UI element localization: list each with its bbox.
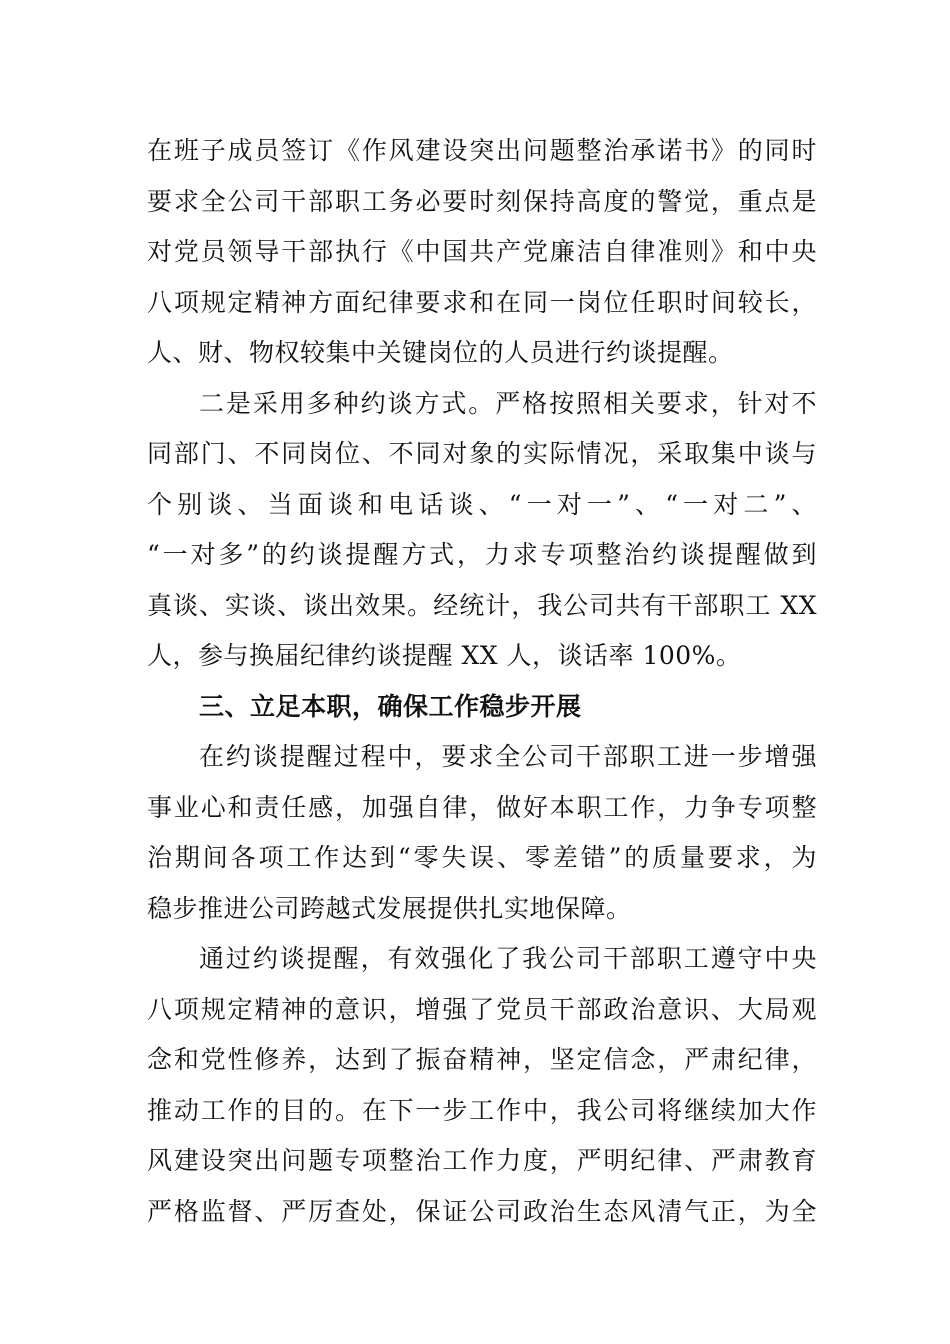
text-line: 严格监督、严厉查处，保证公司政治生态风清气正，为全 (147, 1196, 817, 1226)
text-line: 真谈、实谈、谈出效果。经统计，我公司共有干部职工 XX (147, 590, 817, 620)
paragraph-4 (147, 934, 817, 1237)
text-line: 要求全公司干部职工务必要时刻保持高度的警觉，重点是 (147, 186, 817, 216)
paragraph-3 (147, 732, 817, 934)
paragraph-1 (147, 126, 817, 379)
text-line: 在班子成员签订《作风建设突出问题整治承诺书》的同时 (147, 136, 817, 165)
text-line: 八项规定精神方面纪律要求和在同一岗位任职时间较长， (147, 287, 817, 317)
text-line: 推动工作的目的。在下一步工作中，我公司将继续加大作 (147, 1095, 817, 1125)
text-line: 人，参与换届纪律约谈提醒 XX 人，谈话率 100%。 (147, 641, 742, 670)
text-line: 念和党性修养，达到了振奋精神，坚定信念，严肃纪律， (147, 1045, 817, 1074)
document-body (147, 126, 817, 1237)
section-heading: 三、立足本职，确保工作稳步开展 (199, 691, 582, 721)
text-line: 在约谈提醒过程中，要求全公司干部职工进一步增强 (199, 742, 817, 771)
text-line: 风建设突出问题专项整治工作力度，严明纪律、严肃教育 (147, 1146, 817, 1175)
text-line: “一对多”的约谈提醒方式，力求专项整治约谈提醒做到 (147, 540, 817, 569)
paragraph-2 (147, 379, 817, 682)
text-line: 同部门、不同岗位、不同对象的实际情况，采取集中谈与 (147, 439, 817, 468)
text-line: 二是采用多种约谈方式。严格按照相关要求，针对不 (199, 388, 817, 418)
text-line: 个别谈、当面谈和电话谈、“一对一”、“一对二”、 (147, 489, 817, 519)
text-line: 稳步推进公司跨越式发展提供扎实地保障。 (147, 893, 632, 923)
text-line: 事业心和责任感，加强自律，做好本职工作，力争专项整 (147, 792, 817, 822)
text-line: 对党员领导干部执行《中国共产党廉洁自律准则》和中央 (147, 237, 817, 266)
text-line: 通过约谈提醒，有效强化了我公司干部职工遵守中央 (199, 944, 817, 973)
text-line: 人、财、物权较集中关键岗位的人员进行约谈提醒。 (147, 338, 734, 367)
text-line: 八项规定精神的意识，增强了党员干部政治意识、大局观 (147, 994, 817, 1024)
text-line: 治期间各项工作达到“零失误、零差错”的质量要求，为 (147, 843, 817, 872)
